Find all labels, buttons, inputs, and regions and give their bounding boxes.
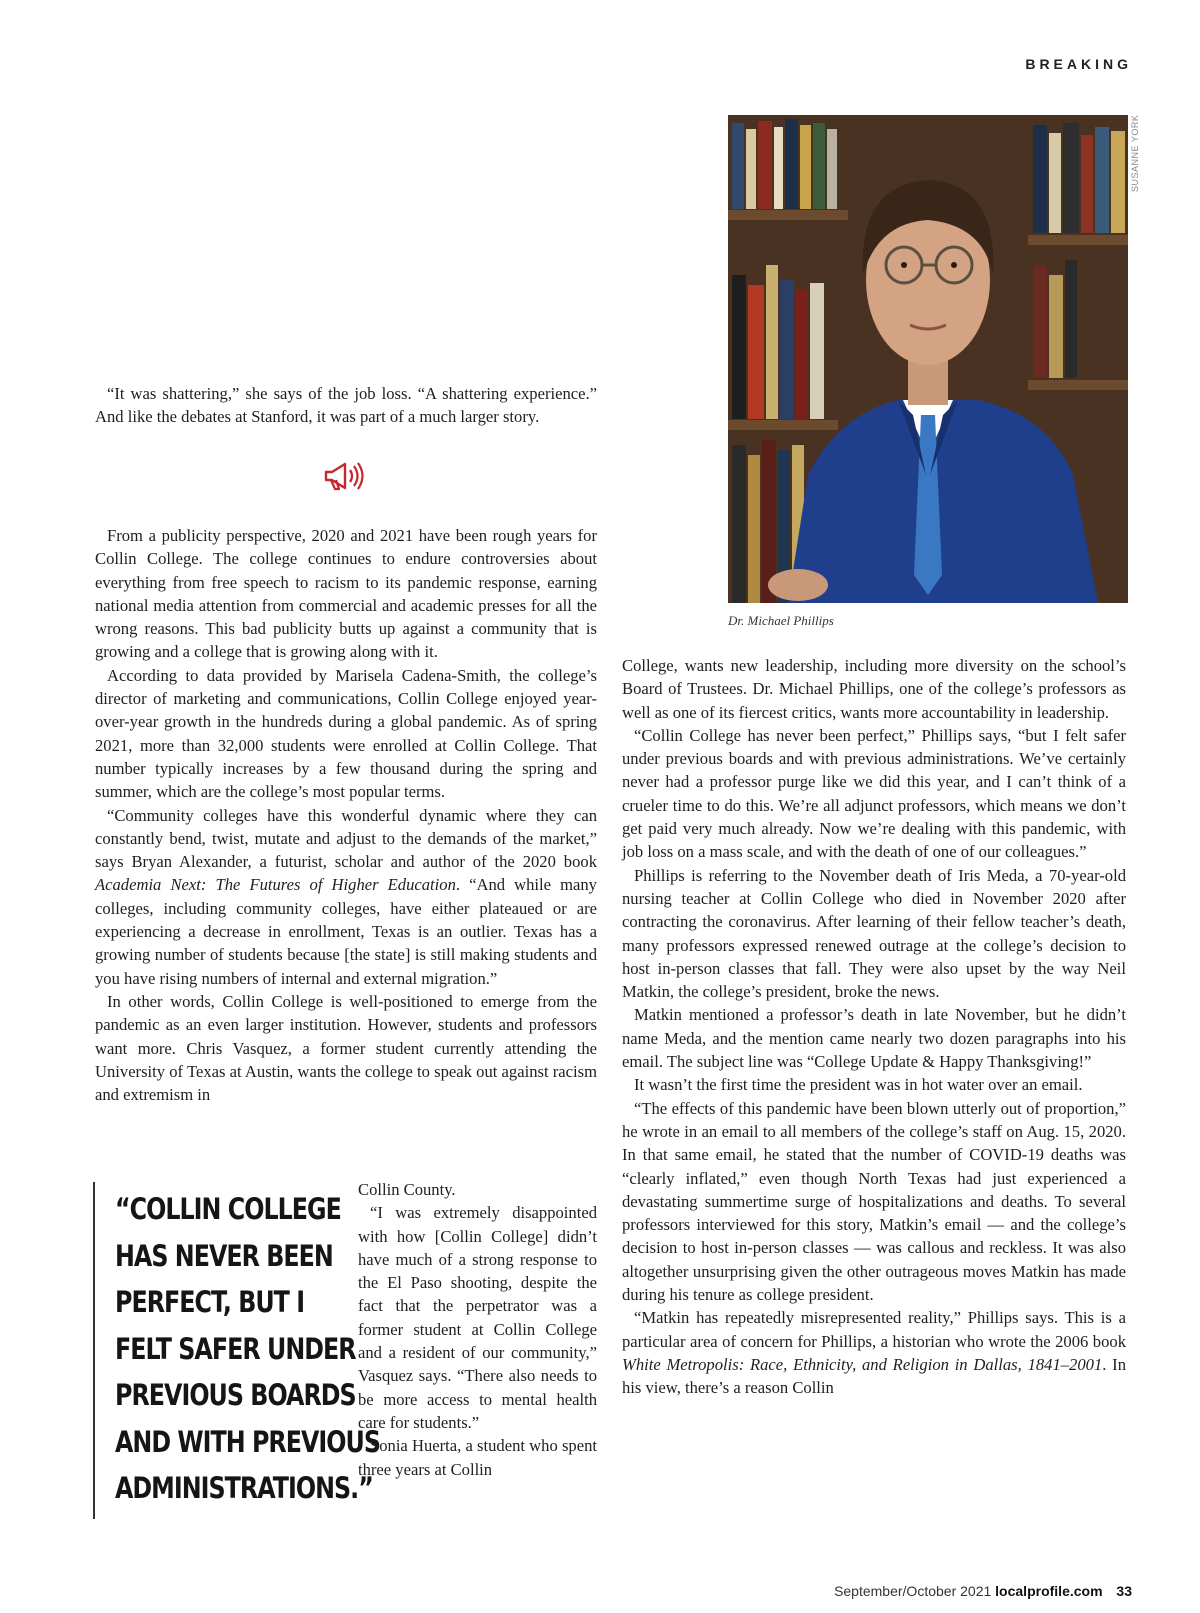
intro-column — [95, 382, 597, 429]
pull-quote-line: “COLLIN COLLEGE — [115, 1192, 341, 1226]
body-paragraph: Matkin mentioned a professor’s death in late November, but he didn’t name Meda, and the mention came nearly two dozen paragraphs into his email. The subject line was “College Update & Happy Thanksgiving!” — [622, 1005, 1126, 1072]
pull-quote-line: ADMINISTRATIONS.” — [115, 1471, 373, 1505]
body-paragraph: Collin County. — [358, 1180, 456, 1199]
body-paragraph: “The effects of this pandemic have been blown utterly out of proportion,” he wrote in an email to all members of the college’s staff on Aug. 15, 2020. In that same email, he stated that the number of COVID-19 deaths was “clearly inflated,” even though North Texas had just experienced a devastating summertime surge of hospitalizations and deaths. To several professors interviewed for this story, Matkin’s email — and the college’s decision to host in-person classes — was callous and reckless. It was also altogether unsurprising given the other outrageous moves Matkin has made during his tenure as college president. — [622, 1098, 1126, 1305]
pull-quote-line: HAS NEVER BEEN — [115, 1238, 333, 1273]
pull-quote-rule — [93, 1182, 95, 1519]
book-title: White Metropolis: Race, Ethnicity, and Religion in Dallas, 1841–2001 — [622, 1354, 1103, 1374]
pull-quote-line: PREVIOUS BOARDS — [115, 1378, 356, 1412]
left-column — [95, 524, 597, 1106]
intro-paragraph: “It was shattering,” she says of the job loss. “A shattering experience.” And like the debates at Stanford, it was part of a much larger story. — [95, 384, 597, 427]
pull-quote-line: PERFECT, BUT I — [115, 1285, 305, 1319]
photo-credit: SUSANNE YORK — [1130, 114, 1140, 192]
body-paragraph: According to data provided by Marisela Cadena-Smith, the college’s director of marketing and communications, Collin College enjoyed year-over-year growth in the hundreds during a global pandemic. As of spring 2021, more than 32,000 students were enrolled at Collin College. That number typically increases by a few thousand during the spring and summer, which are the college’s most popular terms. — [95, 665, 597, 802]
body-paragraph: “I was extremely disappointed with how [Collin College] didn’t have much of a strong response to the El Paso shooting, despite the fact that the perpetrator was a former student at Collin College and a resident of our community,” Vasquez says. “There also needs to be more access to mental health care for students.” — [358, 1203, 597, 1432]
megaphone-icon — [323, 458, 369, 492]
narrow-column — [358, 1178, 597, 1481]
body-paragraph: Phillips is referring to the November death of Iris Meda, a 70-year-old nursing teacher at Collin College who died in November 2020 after contracting the coronavirus. After learning of their fellow teacher’s death, many professors expressed renewed outrage at the college’s decision to host in-person classes that fall. They were also upset by the way Neil Matkin, the college’s president, broke the news. — [622, 865, 1126, 1002]
body-paragraph: “Collin College has never been perfect,” Phillips says, “but I felt safer under previous boards and with previous administrations. We’ve certainly never had a professor purge like we did this year, and I can’t think of a crueler time to do this. We’re all adjunct professors, which means we don’t get paid very much already. Now we’re dealing with this pandemic, with job loss on a mass scale, and with the death of one of our colleagues.” — [622, 725, 1126, 862]
pull-quote-line: AND WITH PREVIOUS — [115, 1424, 380, 1459]
site-name[interactable]: localprofile.com — [995, 1583, 1103, 1599]
pull-quote-line: FELT SAFER UNDER — [115, 1331, 356, 1366]
body-paragraph: Sonia Huerta, a student who spent three years at Collin — [358, 1436, 597, 1479]
right-column — [622, 654, 1126, 1400]
section-label: BREAKING — [1025, 56, 1132, 72]
body-paragraph: “Matkin has repeatedly misrepresented reality,” Phillips says. This is a particular area of concern for Phillips, a historian who wrote the 2006 book White Metropolis: Race, Ethnicity, and Religion in Dallas, 1841–2001. In his view, there’s a reason Collin — [622, 1308, 1127, 1398]
body-paragraph: It wasn’t the first time the president was in hot water over an email. — [634, 1075, 1083, 1095]
portrait-photo — [728, 115, 1128, 603]
issue-date: September/October 2021 — [834, 1583, 992, 1599]
photo-caption: Dr. Michael Phillips — [728, 613, 834, 628]
body-paragraph: “Community colleges have this wonderful dynamic where they can constantly bend, twist, mutate and adjust to the demands of the market,” says Bryan Alexander, a futurist, scholar and author of the 2020 book Academia Next: The Futures of Higher Education. “And while many colleges, including community colleges, have either plateaued or are experiencing a decrease in enrollment, Texas is an outlier. Texas has a growing number of students because [the state] is still making students and you have rising numbers of internal and external migration.” — [95, 805, 597, 988]
pull-quote — [115, 1186, 380, 1512]
page-number: 33 — [1116, 1583, 1132, 1599]
body-paragraph: College, wants new leadership, including more diversity on the school’s Board of Trustees. Dr. Michael Phillips, one of the college’s professors as well as one of its fiercest critics, wants more accountability in leadership. — [622, 656, 1126, 722]
body-paragraph: In other words, Collin College is well-positioned to emerge from the pandemic as an even larger institution. However, students and professors want more. Chris Vasquez, a former student currently attending the University of Texas at Austin, wants the college to speak out against racism and extremism in — [95, 991, 597, 1105]
body-paragraph: From a publicity perspective, 2020 and 2021 have been rough years for Collin College. The college continues to endure controversies about everything from free speech to racism to its pandemic response, earning national media attention from commercial and academic presses for all the wrong reasons. This bad publicity butts up against a community that is growing and a college that is growing along with it. — [95, 526, 597, 662]
book-title: Academia Next: The Futures of Higher Education — [95, 875, 456, 895]
page-footer — [834, 1583, 1132, 1599]
